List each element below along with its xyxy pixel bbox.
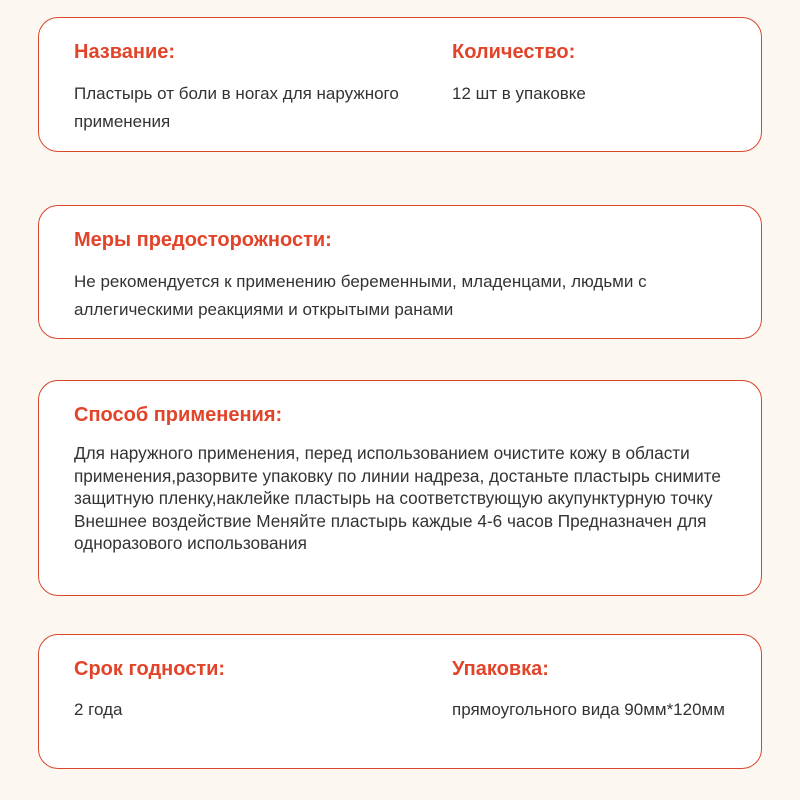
quantity-value: 12 шт в упаковке bbox=[452, 84, 586, 103]
shelf-life-packaging-card bbox=[38, 634, 762, 769]
usage-value: Для наружного применения, перед использованием очистите кожу в области применения,разорвите упаковку по линии надреза, достаньте пластырь снимите защитную пленку,наклейке пластырь на соответствующую акупунктурную точку Внешнее воздействие Меняйте пластырь каждые 4-6 часов Предназначен для одноразового использования bbox=[74, 443, 721, 553]
name-quantity-card bbox=[38, 17, 762, 152]
usage-card bbox=[38, 380, 762, 596]
name-section bbox=[74, 39, 414, 136]
usage-label: Способ применения: bbox=[74, 404, 283, 426]
shelf-life-label: Срок годности: bbox=[74, 658, 226, 680]
name-label: Название: bbox=[74, 41, 176, 63]
precautions-card bbox=[38, 205, 762, 339]
name-value: Пластырь от боли в ногах для наружного применения bbox=[74, 84, 399, 131]
precautions-section bbox=[74, 227, 744, 324]
packaging-label: Упаковка: bbox=[452, 658, 549, 680]
shelf-life-value: 2 года bbox=[74, 700, 123, 719]
quantity-label: Количество: bbox=[452, 41, 576, 63]
usage-section bbox=[74, 402, 744, 555]
quantity-section bbox=[452, 39, 742, 108]
packaging-value: прямоугольного вида 90мм*120мм bbox=[452, 700, 725, 719]
packaging-section bbox=[452, 656, 742, 724]
shelf-life-section bbox=[74, 656, 414, 724]
precautions-label: Меры предосторожности: bbox=[74, 229, 332, 251]
precautions-value: Не рекомендуется к применению беременными, младенцами, людьми с аллегическими реакциями и открытыми ранами bbox=[74, 272, 647, 319]
